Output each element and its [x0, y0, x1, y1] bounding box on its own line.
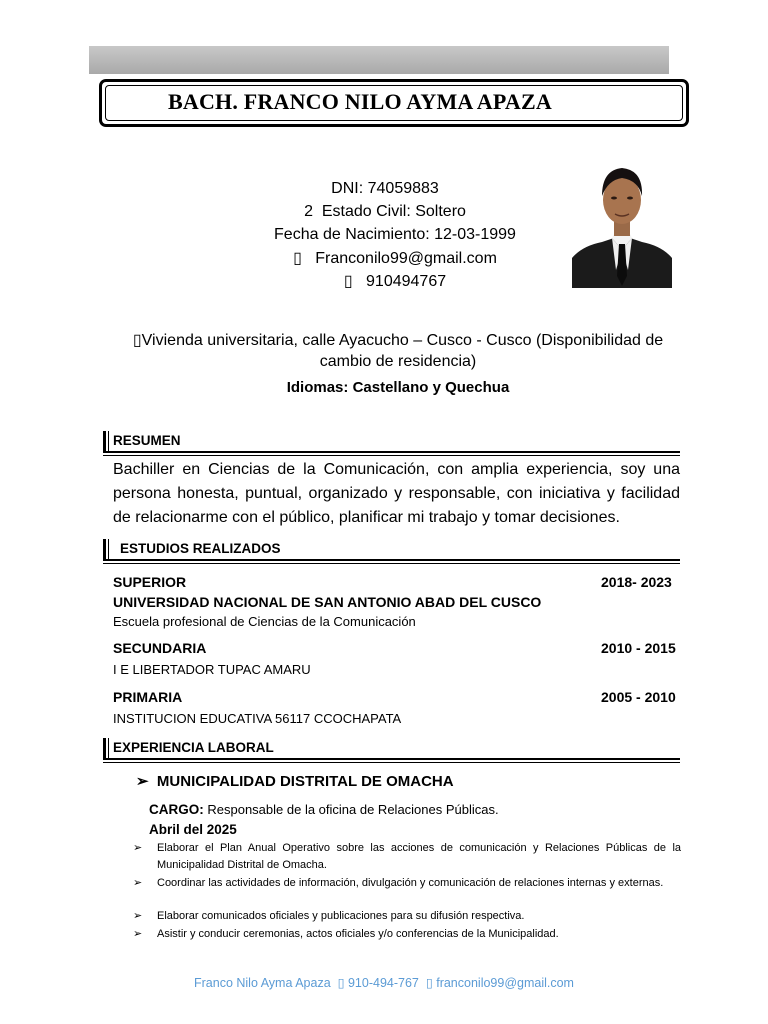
phone: 910494767: [366, 273, 447, 290]
job-date: Abril del 2025: [149, 822, 237, 837]
education-level: PRIMARIA: [113, 689, 183, 705]
section-bar-thin: [108, 431, 109, 451]
task-text: Asistir y conducir ceremonias, actos oficiales y/o conferencias de la Municipalidad.: [157, 928, 559, 940]
employer-name: MUNICIPALIDAD DISTRITAL DE OMACHA: [156, 773, 454, 790]
education-years: 2018- 2023: [601, 574, 672, 590]
address-text-1: Vivienda universitaria, calle Ayacucho – Cusco - Cusco (Disponibilidad de: [141, 332, 664, 349]
section-rule-thin: [103, 455, 680, 456]
task-item: [133, 926, 681, 943]
address-line-1: [100, 330, 696, 350]
section-title: ESTUDIOS REALIZADOS: [120, 541, 281, 556]
footer-phone: 910-494-767: [347, 976, 419, 990]
footer-email: franconilo99@gmail.com: [436, 976, 574, 990]
task-item: [133, 875, 681, 892]
cargo-label: CARGO:: [149, 802, 204, 817]
phone-icon: ▯: [337, 976, 345, 990]
education-institution: UNIVERSIDAD NACIONAL DE SAN ANTONIO ABAD DEL CUSCO: [113, 594, 542, 610]
home-icon: ▯: [132, 332, 142, 349]
section-bar-thin: [108, 738, 109, 758]
email: Franconilo99@gmail.com: [315, 250, 497, 267]
section-title: RESUMEN: [113, 433, 181, 448]
cargo-line: [149, 802, 499, 817]
section-header-estudios: [103, 539, 680, 559]
education-detail: I E LIBERTADOR TUPAC AMARU: [113, 662, 311, 677]
dni: DNI: 74059883: [331, 180, 439, 197]
section-header-resumen: [103, 431, 680, 451]
section-header-experiencia: [103, 738, 680, 758]
section-rule-thin: [103, 762, 680, 763]
task-text: Elaborar comunicados oficiales y publicaciones para su difusión respectiva.: [157, 910, 525, 922]
section-rule: [103, 758, 680, 760]
languages: Idiomas: Castellano y Quechua: [286, 379, 510, 396]
section-bar: [103, 431, 106, 451]
arrow-right-icon: ➢: [136, 773, 149, 790]
section-rule: [103, 559, 680, 561]
cargo-text: Responsable de la oficina de Relaciones Públicas.: [207, 802, 499, 817]
civil-status: Estado Civil: Soltero: [321, 203, 466, 220]
profile-photo-image: [572, 158, 672, 288]
candidate-name: BACH. FRANCO NILO AYMA APAZA: [168, 89, 552, 114]
education-detail: Escuela profesional de Ciencias de la Comunicación: [113, 614, 416, 629]
civil-status-icon: 2: [304, 203, 313, 220]
arrow-right-icon: ➢: [133, 928, 143, 940]
email-icon: ▯: [425, 976, 433, 990]
page-footer: [0, 975, 768, 990]
footer-name: Franco Nilo Ayma Apaza: [194, 976, 331, 990]
task-item: [133, 908, 681, 925]
email-line: [230, 248, 560, 268]
employer-line: [136, 772, 454, 790]
arrow-right-icon: ➢: [133, 842, 143, 854]
education-years: 2010 - 2015: [601, 640, 676, 656]
task-item: [133, 840, 681, 874]
section-rule-thin: [103, 563, 680, 564]
phone-line: [230, 271, 560, 291]
header-bar: [89, 46, 669, 74]
task-text: Coordinar las actividades de información, divulgación y comunicación de relaciones internas y externas.: [157, 877, 664, 889]
civil-status-line: [230, 203, 540, 221]
birth-date: Fecha de Nacimiento: 12-03-1999: [274, 226, 516, 243]
education-detail: INSTITUCION EDUCATIVA 56117 CCOCHAPATA: [113, 711, 402, 726]
section-bar: [103, 539, 106, 559]
arrow-right-icon: ➢: [133, 877, 143, 889]
phone-icon: ▯: [343, 273, 353, 290]
section-rule: [103, 451, 680, 453]
education-level: SUPERIOR: [113, 574, 187, 590]
education-years: 2005 - 2010: [601, 689, 676, 705]
summary-text: Bachiller en Ciencias de la Comunicación, con amplia experiencia, soy una persona honesta, puntual, organizado y responsable, con iniciativa y facilidad de relacionarme con el público, planificar mi trabajo y tomar decisiones.: [113, 461, 680, 526]
email-icon: ▯: [293, 250, 302, 267]
name-box: [99, 79, 689, 127]
education-level: SECUNDARIA: [113, 640, 207, 656]
section-title: EXPERIENCIA LABORAL: [113, 740, 274, 755]
address-line-2: cambio de residencia): [319, 353, 477, 370]
task-text: Elaborar el Plan Anual Operativo sobre las acciones de comunicación y Relaciones Públicas de la Municipalidad Distrital de Omacha.: [157, 842, 681, 871]
section-bar-thin: [108, 539, 109, 559]
arrow-right-icon: ➢: [133, 910, 143, 922]
section-bar: [103, 738, 106, 758]
profile-photo: [572, 158, 672, 288]
